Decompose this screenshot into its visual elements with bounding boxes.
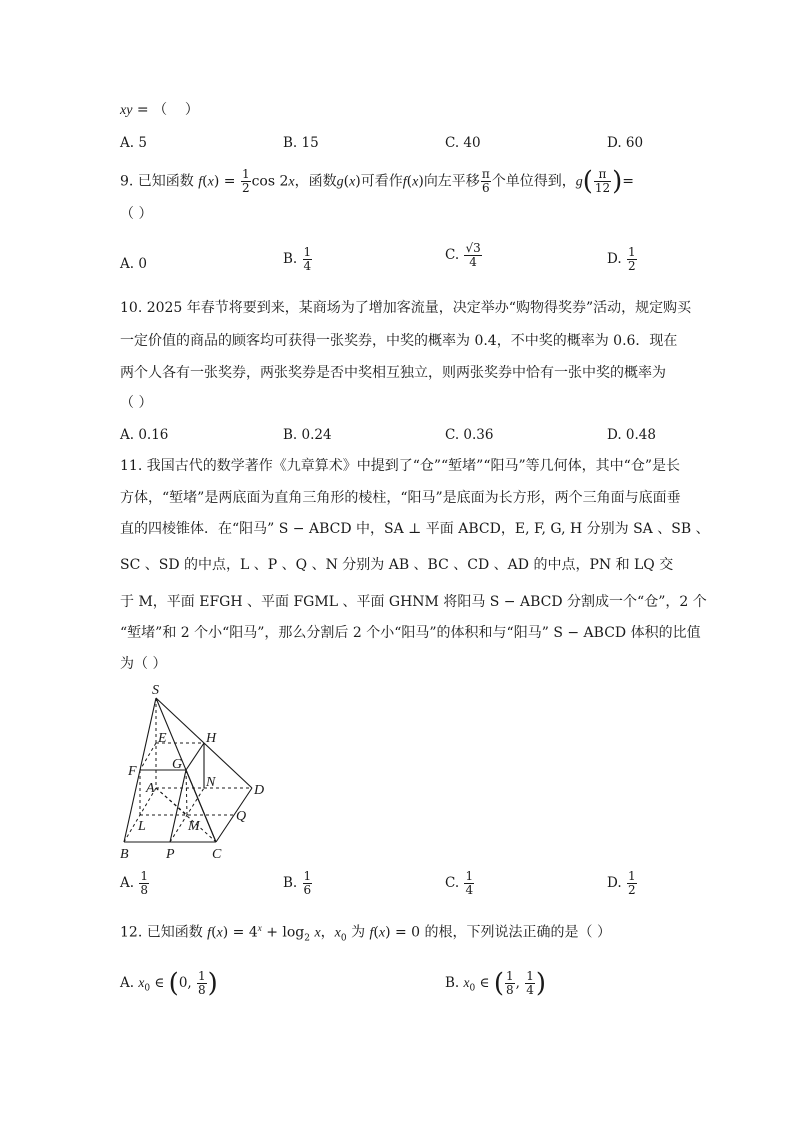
q10-paren: （ ） [120, 395, 153, 411]
q10-option-b[interactable]: B. 0.24 [283, 427, 332, 443]
label-N: N [206, 775, 216, 790]
edge-EF [140, 743, 156, 770]
q11-option-c[interactable]: C. $\frac{1}{4}$ [445, 869, 474, 897]
fraction: $\frac{\pi}{12}$ [594, 167, 611, 195]
q10-line-1: 10. 2025 年春节将要到来，某商场为了增加客流量，决定举办“购物得奖券”活动，规定购买 [120, 300, 692, 316]
q8-stem-tail: xy = （ ） [120, 102, 199, 118]
q9-text: 个单位得到， [491, 173, 576, 190]
q9-text: 向左平移 [423, 173, 480, 190]
q8-option-d[interactable]: D. 60 [607, 135, 644, 151]
q9-option-a[interactable]: A. 0 [120, 256, 147, 272]
q9-option-c[interactable]: C. $\frac{√3}{4}$ [445, 241, 481, 269]
label-A: A [146, 781, 155, 796]
q11-option-b[interactable]: B. $\frac{1}{6}$ [283, 869, 312, 897]
q11-line-1: 11. 我国古代的数学著作《九章算术》中提到了“仓”“堑堵”“阳马”等几何体，其中“仓”是长 [120, 458, 680, 474]
edge-CD [216, 788, 252, 842]
q10-option-d[interactable]: D. 0.48 [607, 427, 656, 443]
q9-text: ，函数 [294, 173, 337, 190]
q9-stem: 9. 已知函数 f(x) = $\frac{1}{2}$ cos 2x，函数g(x)可看作f(x)向左平移 $\frac{\pi}{6}$ 个单位得到，g( $\frac{\pi}{12}$ )= [120, 166, 635, 197]
label-Q: Q [236, 809, 247, 824]
edge-GP [170, 770, 186, 842]
label-M: M [188, 819, 200, 834]
label-H: H [206, 731, 217, 746]
label-S: S [152, 683, 159, 698]
label-L: L [138, 819, 146, 834]
q8-option-c[interactable]: C. 40 [445, 135, 481, 151]
q9-text: 可看作 [360, 173, 403, 190]
edge-AM [156, 788, 187, 815]
edge-GH [186, 743, 204, 770]
q10-option-c[interactable]: C. 0.36 [445, 427, 494, 443]
label-G: G [172, 757, 183, 772]
q10-line-2: 一定价值的商品的顾客均可获得一张奖券，中奖的概率为 0.4，不中奖的概率为 0.6．现在 [120, 333, 678, 349]
q11-line-3: 直的四棱锥体．在“阳马” S − ABCD 中，SA ⊥ 平面 ABCD，E, F, G, H 分别为 SA 、SB 、 [120, 521, 710, 537]
q11-line-7: 为（ ） [120, 656, 167, 672]
q12-option-a[interactable]: A. $x_0$ ∈ (0, $\frac{1}{8}$ ) [120, 968, 218, 999]
label-F: F [128, 764, 137, 779]
q11-option-a[interactable]: A. $\frac{1}{8}$ [120, 869, 148, 897]
q11-line-4: SC 、SD 的中点，L 、P 、Q 、N 分别为 AB 、BC 、CD 、AD 的中点，PN 和 LQ 交 [120, 557, 674, 573]
q12-option-b[interactable]: B. $x_0$ ∈ ( $\frac{1}{8}$ , $\frac{1}{4}$ ) [445, 968, 547, 999]
yangma-pyramid-figure [112, 680, 272, 865]
q8-option-b[interactable]: B. 15 [283, 135, 319, 151]
label-D: D [254, 783, 265, 798]
fraction: $\frac{1}{2}$ [241, 167, 250, 195]
label-P: P [166, 847, 175, 862]
q12-stem: 12. 已知函数 $f(x) = 4^x + \log_2 x$，$x_0$ 为 f(x) = 0 的根，下列说法正确的是（ ） [120, 923, 611, 944]
q10-option-a[interactable]: A. 0.16 [120, 427, 169, 443]
q11-option-d[interactable]: D. $\frac{1}{2}$ [607, 869, 636, 897]
q9-option-b[interactable]: B. $\frac{1}{4}$ [283, 245, 312, 273]
q8-option-a[interactable]: A. 5 [120, 135, 147, 151]
q9-lead: 9. 已知函数 [120, 173, 194, 190]
label-E: E [158, 731, 167, 746]
q9-option-d[interactable]: D. $\frac{1}{2}$ [607, 245, 636, 273]
q11-line-2: 方体，“堑堵”是两底面为直角三角形的棱柱，“阳马”是底面为长方形，两个三角面与底面垂 [120, 490, 681, 506]
q11-line-5: 于 M，平面 EFGH 、平面 FGML 、平面 GHNM 将阳马 S − ABCD 分割成一个“仓”，2 个 [120, 594, 707, 610]
q9-paren: （ ） [120, 206, 153, 222]
q11-line-6: “堑堵”和 2 个小“阳马”，那么分割后 2 个小“阳马”的体积和与“阳马” S − ABCD 体积的比值 [120, 625, 701, 641]
edge-GM [186, 770, 187, 815]
q10-line-3: 两个人各有一张奖券，两张奖券是否中奖相互独立，则两张奖券中恰有一张中奖的概率为 [120, 365, 666, 381]
label-C: C [212, 847, 222, 862]
label-B: B [120, 847, 129, 862]
fraction: $\frac{\pi}{6}$ [481, 167, 490, 195]
q9-text: = [622, 173, 635, 190]
